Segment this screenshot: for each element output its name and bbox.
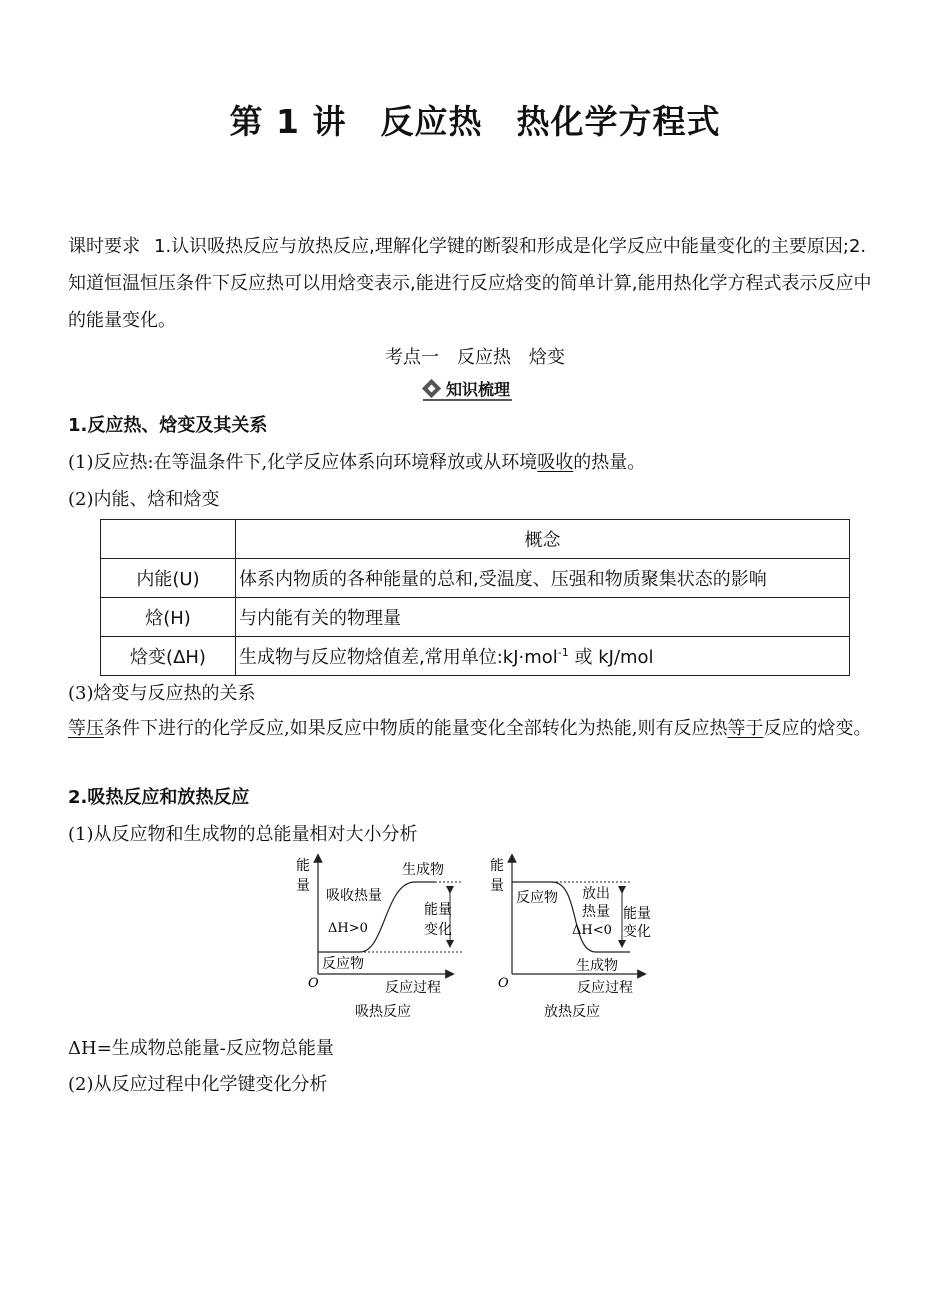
- p1-suffix: 的热量。: [573, 452, 646, 473]
- energy-change-label: 能量: [424, 902, 452, 918]
- diagram-caption: 吸热反应: [355, 1004, 411, 1020]
- heading-2: 2.吸热反应和放热反应: [68, 787, 250, 808]
- table-header-row: [101, 520, 850, 559]
- origin-label: O: [308, 976, 319, 991]
- table-term: 焓变(ΔH): [101, 637, 236, 676]
- delta-h-label: ΔH<0: [572, 923, 612, 938]
- top-level-label: 生成物: [402, 862, 444, 878]
- p4-tail: 反应的焓变。: [763, 718, 872, 739]
- p1-underlined: 吸收: [537, 452, 574, 473]
- top-level-label: 反应物: [516, 890, 558, 906]
- delta-h-label: ΔH>0: [328, 921, 368, 936]
- table-desc: 与内能有关的物理量: [236, 598, 850, 637]
- badge-label: 知识梳理: [446, 379, 511, 399]
- table-header-cell: [101, 520, 236, 559]
- energy-change-label: 变化: [623, 924, 651, 940]
- course-requirements: [68, 228, 884, 339]
- paragraph-internal-energy: (2)内能、焓和焓变: [68, 489, 220, 510]
- underlined-term: 等于: [727, 718, 764, 739]
- heat-label: 放出: [582, 886, 610, 902]
- heading-1: 1.反应热、焓变及其关系: [68, 415, 268, 436]
- y-axis-label: 能: [296, 858, 310, 874]
- paragraph-total-energy: (1)从反应物和生成物的总能量相对大小分析: [68, 824, 418, 845]
- heat-label: 热量: [582, 904, 610, 920]
- p1-prefix: (1)反应热:在等温条件下,化学反应体系向环境释放或从环境: [68, 452, 538, 473]
- table-row: [101, 637, 850, 676]
- requirements-text: 1.认识吸热反应与放热反应,理解化学键的断裂和形成是化学反应中能量变化的主要原因;2.知道恒温恒压条件下反应热可以用焓变表示,能进行反应焓变的简单计算,能用热化学方程式表示反应中的能量变化。: [68, 236, 872, 331]
- paragraph-bond-change: (2)从反应过程中化学键变化分析: [68, 1074, 328, 1095]
- origin-label: O: [498, 976, 509, 991]
- table-desc: [236, 637, 850, 676]
- concept-table: [100, 519, 850, 676]
- bottom-level-label: 反应物: [322, 956, 364, 972]
- x-axis-label: 反应过程: [385, 980, 441, 996]
- energy-change-label: 变化: [424, 922, 452, 938]
- energy-diagrams: [290, 852, 670, 1024]
- y-axis-label: 量: [296, 878, 310, 894]
- table-header-cell: 概念: [236, 520, 850, 559]
- endothermic-diagram: [296, 857, 462, 1020]
- table-row: [101, 559, 850, 598]
- heat-label: 吸收热量: [326, 888, 382, 904]
- x-axis-label: 反应过程: [577, 980, 633, 996]
- unit-text: 生成物与反应物焓值差,常用单位:kJ·mol: [239, 647, 558, 668]
- requirements-label: 课时要求: [68, 236, 140, 257]
- paragraph-relation: (3)焓变与反应热的关系: [68, 683, 256, 704]
- paragraph-reaction-heat: [68, 448, 645, 474]
- bottom-level-label: 生成物: [576, 958, 618, 974]
- y-axis-label: 能: [490, 858, 504, 874]
- table-term: 焓(H): [101, 598, 236, 637]
- p4-mid: 条件下进行的化学反应,如果反应中物质的能量变化全部转化为热能,则有反应热: [104, 718, 728, 739]
- table-desc: 体系内物质的各种能量的总和,受温度、压强和物质聚集状态的影响: [236, 559, 850, 598]
- table-row: [101, 598, 850, 637]
- underlined-term: 等压: [68, 718, 104, 739]
- exothermic-diagram: [490, 857, 651, 1020]
- delta-h-formula: ΔH=生成物总能量-反应物总能量: [68, 1038, 334, 1059]
- y-axis-label: 量: [490, 878, 504, 894]
- knowledge-badge: [423, 377, 512, 401]
- diagram-caption: 放热反应: [544, 1004, 600, 1020]
- paragraph-constant-pressure: [68, 710, 884, 747]
- page-title: 第 1 讲 反应热 热化学方程式: [229, 102, 721, 141]
- unit-superscript: -1: [557, 646, 569, 659]
- table-term: 内能(U): [101, 559, 236, 598]
- energy-change-label: 能量: [623, 906, 651, 922]
- diamond-icon: [422, 378, 441, 397]
- section-title: 考点一 反应热 焓变: [385, 347, 565, 368]
- unit-tail: 或 kJ/mol: [568, 647, 654, 668]
